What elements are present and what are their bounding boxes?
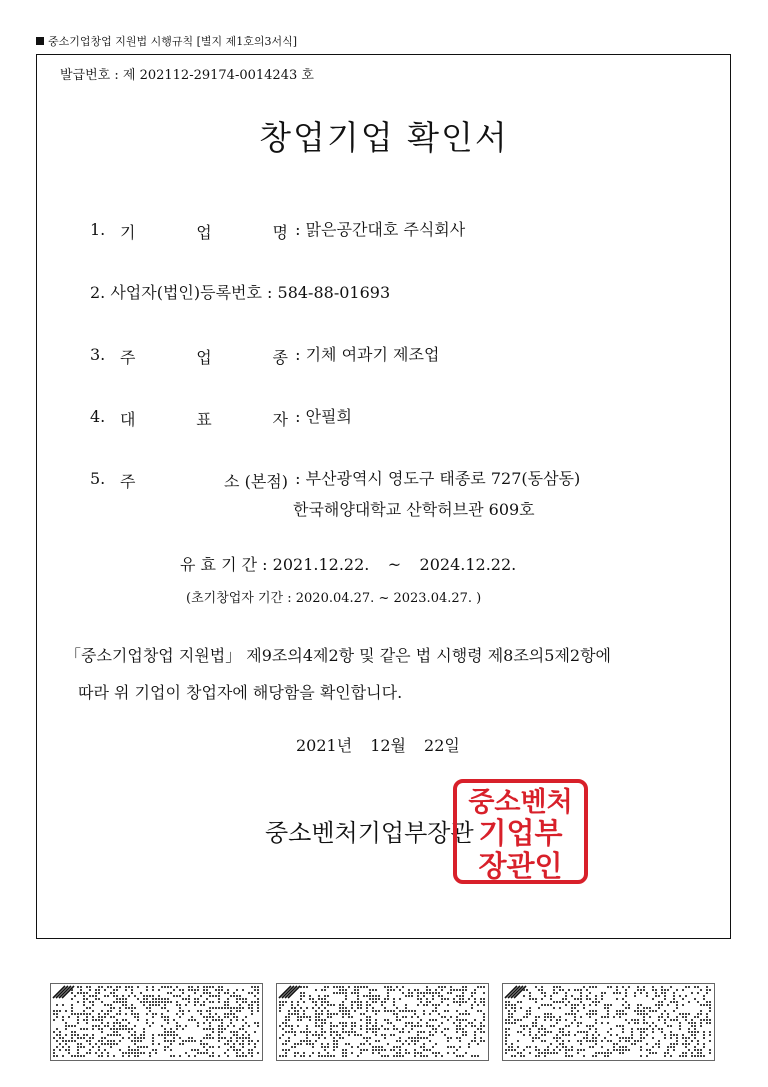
field-business-type: 3. 주 업 종 : 기체 여과기 제조업 — [90, 345, 440, 367]
issue-date: 2021년 12월 22일 — [296, 736, 460, 755]
security-barcode — [502, 983, 715, 1061]
representative-value: 안필희 — [305, 407, 352, 426]
barcode-pattern-icon — [277, 984, 488, 1060]
official-seal-icon — [452, 778, 589, 885]
field-company-name: 1. 기 업 명 : 맑은공간대호 주식회사 — [90, 220, 466, 242]
seal-text-line3: 장관인 — [478, 849, 563, 883]
field-address: 5. 주 소 (본점) : 부산광역시 영도구 태종로 727(동삼동) — [90, 469, 581, 491]
field-registration-no: 2. 사업자(법인)등록번호 : 584-88-01693 — [90, 283, 391, 302]
confirmation-text-line2: 따라 위 기업이 창업자에 해당함을 확인합니다. — [78, 683, 403, 702]
company-name-value: 맑은공간대호 주식회사 — [305, 220, 466, 239]
issuer-name: 중소벤처기업부장관 — [265, 819, 474, 847]
square-bullet-icon — [36, 37, 44, 45]
address-line1: 부산광역시 영도구 태종로 727(동삼동) — [305, 469, 581, 488]
page-title: 창업기업 확인서 — [259, 118, 509, 157]
validity-period: 유 효 기 간 : 2021.12.22. ~ 2024.12.22. — [180, 555, 517, 574]
issue-number: 발급번호 : 제 202112-29174-0014243 호 — [60, 68, 314, 83]
initial-startup-period: (초기창업자 기간 : 2020.04.27. ~ 2023.04.27. ) — [186, 591, 482, 606]
field-representative: 4. 대 표 자 : 안필희 — [90, 407, 352, 429]
registration-no-value: 584-88-01693 — [277, 283, 391, 302]
barcode-pattern-icon — [503, 984, 714, 1060]
regulation-line: 중소기업창업 지원법 시행규칙 [별지 제1호의3서식] — [36, 33, 297, 49]
business-type-value: 기체 여과기 제조업 — [305, 345, 440, 364]
barcode-pattern-icon — [51, 984, 262, 1060]
security-barcode — [276, 983, 489, 1061]
address-line2: 한국해양대학교 산학허브관 609호 — [293, 500, 535, 519]
seal-text-line1: 중소벤처 — [468, 787, 573, 818]
security-barcode — [50, 983, 263, 1061]
confirmation-text-line1: 「중소기업창업 지원법」 제9조의4제2항 및 같은 법 시행령 제8조의5제2항에 — [65, 646, 611, 665]
seal-text-line2: 기업부 — [478, 816, 563, 850]
